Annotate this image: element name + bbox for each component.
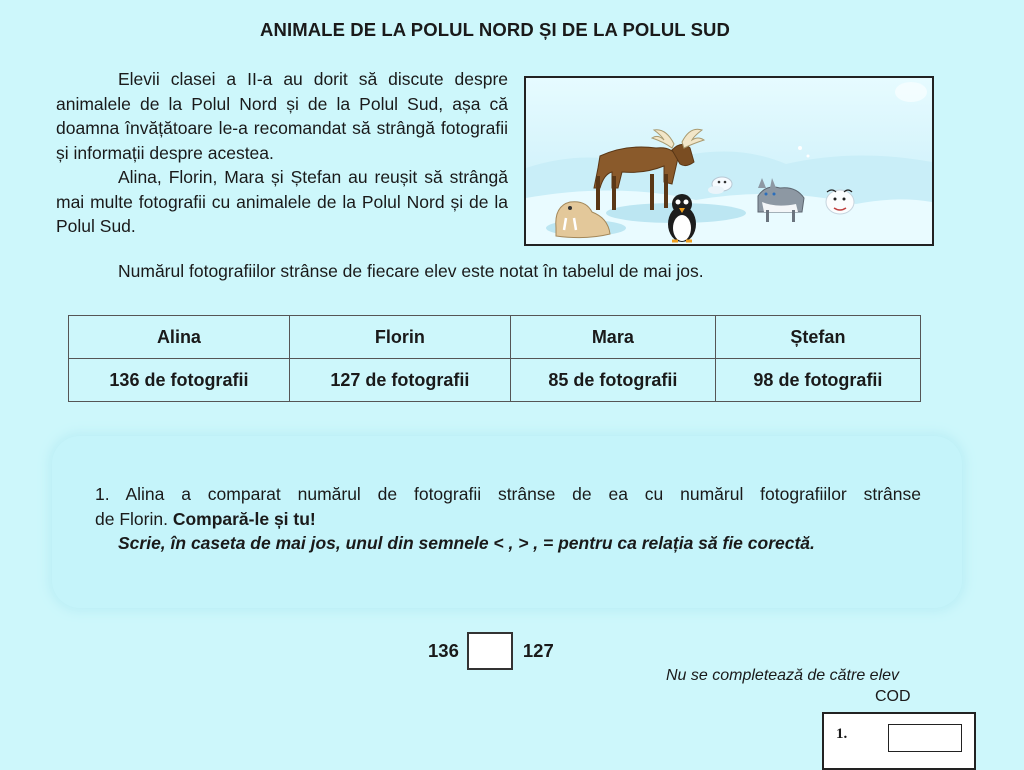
- table-row: [69, 359, 921, 402]
- cod-score-field: [888, 724, 962, 752]
- polar-bear-icon: [826, 190, 854, 214]
- question-line-2-bold: Compară-le și tu!: [172, 508, 316, 529]
- compare-right-number: 127: [522, 640, 554, 661]
- intro-paragraph-2: Alina, Florin, Mara și Ștefan au reușit să strângă mai multe fotografii cu animalele de la Polul Nord și de la Polul Sud.: [56, 167, 508, 236]
- value-mara: 85 de fotografii: [510, 359, 715, 402]
- table-note: Numărul fotografiilor strânse de fiecare elev este notat în tabelul de mai jos.: [118, 261, 704, 281]
- question-line-2-start: de Florin.: [95, 508, 173, 529]
- value-alina: 136 de fotografii: [69, 359, 290, 402]
- photos-table: [68, 315, 921, 402]
- cod-box: [822, 712, 976, 770]
- cod-label: COD: [875, 688, 911, 705]
- question-line-2: [95, 507, 921, 532]
- value-stefan: 98 de fotografii: [715, 359, 920, 402]
- intro-text: [56, 67, 508, 239]
- header-alina: Alina: [69, 316, 290, 359]
- question-instruction: Scrie, în caseta de mai jos, unul din semnele < , > , = pentru ca relația să fie corectă.: [118, 533, 815, 553]
- header-florin: Florin: [289, 316, 510, 359]
- table-header-row: [69, 316, 921, 359]
- question-text: [95, 482, 921, 556]
- comparison: [428, 631, 554, 671]
- page-title: ANIMALE DE LA POLUL NORD ȘI DE LA POLUL SUD: [260, 19, 730, 40]
- question-line-1: 1. Alina a comparat numărul de fotografii strânse de ea cu numărul fotografiilor strânse: [95, 484, 921, 504]
- answer-box[interactable]: [467, 632, 513, 670]
- intro-paragraph-1: Elevii clasei a II-a au dorit să discute despre animalele de la Polul Nord și de la Polul Sud, așa că doamna învățătoare le-a recomandat să strângă fotografii și informații despre acestea.: [56, 69, 508, 163]
- grader-note: Nu se completează de către elev: [666, 667, 900, 684]
- header-mara: Mara: [510, 316, 715, 359]
- compare-left-number: 136: [428, 640, 459, 661]
- cod-item-number: 1.: [836, 726, 848, 742]
- value-florin: 127 de fotografii: [289, 359, 510, 402]
- header-stefan: Ștefan: [715, 316, 920, 359]
- polar-animals-illustration: [524, 76, 934, 246]
